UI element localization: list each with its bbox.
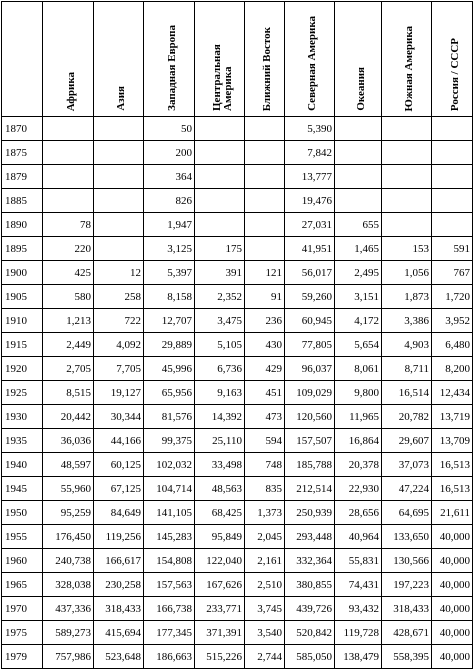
- value-cell-central-america: 391: [195, 261, 245, 285]
- value-cell-oceania: [335, 141, 382, 165]
- table-row: [2, 237, 473, 261]
- column-header-label: Южная Америка: [403, 25, 415, 111]
- value-cell-asia: [94, 189, 144, 213]
- year-cell: 1940: [2, 453, 43, 477]
- value-cell-russia-ussr: 13,709: [432, 429, 473, 453]
- table-row: [2, 285, 473, 309]
- value-cell-western-europe: 65,956: [144, 381, 195, 405]
- value-cell-oceania: 40,964: [335, 525, 382, 549]
- column-header-asia: [94, 2, 144, 117]
- value-cell-north-america: 157,507: [285, 429, 335, 453]
- column-header-label: Океания: [354, 67, 367, 111]
- value-cell-russia-ussr: 8,200: [432, 357, 473, 381]
- value-cell-north-america: 520,842: [285, 621, 335, 645]
- table-row: [2, 213, 473, 237]
- value-cell-africa: 757,986: [43, 645, 94, 669]
- value-cell-south-america: [382, 117, 432, 141]
- value-cell-central-america: 48,563: [195, 477, 245, 501]
- table-row: [2, 453, 473, 477]
- value-cell-africa: 240,738: [43, 549, 94, 573]
- value-cell-africa: 328,038: [43, 573, 94, 597]
- value-cell-south-america: [382, 141, 432, 165]
- value-cell-western-europe: 200: [144, 141, 195, 165]
- value-cell-north-america: 13,777: [285, 165, 335, 189]
- table-row: [2, 141, 473, 165]
- value-cell-africa: 48,597: [43, 453, 94, 477]
- value-cell-western-europe: 166,738: [144, 597, 195, 621]
- table-row: [2, 357, 473, 381]
- value-cell-western-europe: 141,105: [144, 501, 195, 525]
- year-cell: 1890: [2, 213, 43, 237]
- value-cell-asia: [94, 117, 144, 141]
- value-cell-south-america: 37,073: [382, 453, 432, 477]
- value-cell-north-america: 585,050: [285, 645, 335, 669]
- value-cell-middle-east: 236: [245, 309, 285, 333]
- value-cell-russia-ussr: [432, 165, 473, 189]
- value-cell-north-america: 59,260: [285, 285, 335, 309]
- column-header-central-america: [195, 2, 245, 117]
- value-cell-middle-east: 121: [245, 261, 285, 285]
- value-cell-oceania: 3,151: [335, 285, 382, 309]
- column-header-label: Центральная Америка: [210, 44, 234, 111]
- value-cell-russia-ussr: 3,952: [432, 309, 473, 333]
- value-cell-middle-east: 2,045: [245, 525, 285, 549]
- value-cell-asia: 84,649: [94, 501, 144, 525]
- year-cell: 1965: [2, 573, 43, 597]
- year-cell: 1950: [2, 501, 43, 525]
- column-header-label: Россия / СССР: [448, 37, 461, 111]
- value-cell-oceania: 138,479: [335, 645, 382, 669]
- year-cell: 1925: [2, 381, 43, 405]
- value-cell-russia-ussr: 21,611: [432, 501, 473, 525]
- column-header-north-america: [285, 2, 335, 117]
- value-cell-middle-east: [245, 141, 285, 165]
- value-cell-central-america: [195, 189, 245, 213]
- year-cell: 1895: [2, 237, 43, 261]
- value-cell-asia: 318,433: [94, 597, 144, 621]
- value-cell-central-america: 33,498: [195, 453, 245, 477]
- value-cell-asia: [94, 237, 144, 261]
- value-cell-oceania: 16,864: [335, 429, 382, 453]
- value-cell-western-europe: 1,947: [144, 213, 195, 237]
- value-cell-africa: 437,336: [43, 597, 94, 621]
- value-cell-western-europe: 3,125: [144, 237, 195, 261]
- value-cell-oceania: [335, 117, 382, 141]
- value-cell-western-europe: 154,808: [144, 549, 195, 573]
- table-row: [2, 405, 473, 429]
- value-cell-south-america: 558,395: [382, 645, 432, 669]
- value-cell-oceania: 55,831: [335, 549, 382, 573]
- value-cell-asia: 4,092: [94, 333, 144, 357]
- value-cell-north-america: 109,029: [285, 381, 335, 405]
- column-header-label: Азия: [115, 86, 127, 111]
- value-cell-south-america: 318,433: [382, 597, 432, 621]
- value-cell-oceania: 11,965: [335, 405, 382, 429]
- value-cell-south-america: 1,056: [382, 261, 432, 285]
- value-cell-oceania: 28,656: [335, 501, 382, 525]
- year-cell: 1879: [2, 165, 43, 189]
- column-header-label: Северная Америка: [306, 16, 318, 111]
- value-cell-asia: 166,617: [94, 549, 144, 573]
- value-cell-russia-ussr: [432, 213, 473, 237]
- value-cell-africa: [43, 141, 94, 165]
- value-cell-central-america: [195, 213, 245, 237]
- table-row: [2, 333, 473, 357]
- value-cell-oceania: 655: [335, 213, 382, 237]
- value-cell-oceania: 5,654: [335, 333, 382, 357]
- value-cell-south-america: [382, 165, 432, 189]
- value-cell-south-america: [382, 189, 432, 213]
- value-cell-western-europe: 8,158: [144, 285, 195, 309]
- value-cell-south-america: 3,386: [382, 309, 432, 333]
- value-cell-central-america: 14,392: [195, 405, 245, 429]
- value-cell-oceania: 22,930: [335, 477, 382, 501]
- value-cell-north-america: 5,390: [285, 117, 335, 141]
- value-cell-central-america: [195, 117, 245, 141]
- value-cell-russia-ussr: 40,000: [432, 549, 473, 573]
- table-header: [2, 2, 473, 117]
- value-cell-oceania: 20,378: [335, 453, 382, 477]
- value-cell-middle-east: 594: [245, 429, 285, 453]
- year-cell: 1900: [2, 261, 43, 285]
- value-cell-russia-ussr: 40,000: [432, 597, 473, 621]
- value-cell-middle-east: 1,373: [245, 501, 285, 525]
- value-cell-russia-ussr: [432, 141, 473, 165]
- value-cell-africa: [43, 189, 94, 213]
- value-cell-russia-ussr: 40,000: [432, 525, 473, 549]
- column-header-russia-ussr: [432, 2, 473, 117]
- table-row: [2, 501, 473, 525]
- value-cell-asia: 12: [94, 261, 144, 285]
- value-cell-russia-ussr: 16,513: [432, 453, 473, 477]
- value-cell-africa: 2,449: [43, 333, 94, 357]
- value-cell-russia-ussr: 12,434: [432, 381, 473, 405]
- value-cell-middle-east: 430: [245, 333, 285, 357]
- value-cell-central-america: 371,391: [195, 621, 245, 645]
- value-cell-western-europe: 145,283: [144, 525, 195, 549]
- column-header-africa: [43, 2, 94, 117]
- value-cell-russia-ussr: [432, 117, 473, 141]
- value-cell-russia-ussr: 40,000: [432, 573, 473, 597]
- table-row: [2, 549, 473, 573]
- value-cell-north-america: 60,945: [285, 309, 335, 333]
- year-cell: 1960: [2, 549, 43, 573]
- value-cell-oceania: 74,431: [335, 573, 382, 597]
- value-cell-asia: 19,127: [94, 381, 144, 405]
- value-cell-north-america: 439,726: [285, 597, 335, 621]
- column-header-south-america: [382, 2, 432, 117]
- value-cell-africa: 95,259: [43, 501, 94, 525]
- value-cell-south-america: 47,224: [382, 477, 432, 501]
- value-cell-western-europe: 12,707: [144, 309, 195, 333]
- year-cell: 1970: [2, 597, 43, 621]
- value-cell-north-america: 250,939: [285, 501, 335, 525]
- table-row: [2, 645, 473, 669]
- year-cell: 1875: [2, 141, 43, 165]
- value-cell-north-america: 27,031: [285, 213, 335, 237]
- value-cell-asia: [94, 141, 144, 165]
- value-cell-africa: [43, 165, 94, 189]
- year-cell: 1870: [2, 117, 43, 141]
- value-cell-central-america: 6,736: [195, 357, 245, 381]
- value-cell-africa: 8,515: [43, 381, 94, 405]
- value-cell-central-america: 122,040: [195, 549, 245, 573]
- value-cell-north-america: 96,037: [285, 357, 335, 381]
- value-cell-central-america: [195, 141, 245, 165]
- value-cell-western-europe: 5,397: [144, 261, 195, 285]
- value-cell-middle-east: 2,510: [245, 573, 285, 597]
- value-cell-middle-east: [245, 213, 285, 237]
- value-cell-central-america: 233,771: [195, 597, 245, 621]
- value-cell-central-america: 5,105: [195, 333, 245, 357]
- value-cell-north-america: 56,017: [285, 261, 335, 285]
- value-cell-middle-east: 835: [245, 477, 285, 501]
- value-cell-south-america: 29,607: [382, 429, 432, 453]
- value-cell-central-america: [195, 165, 245, 189]
- value-cell-western-europe: 102,032: [144, 453, 195, 477]
- value-cell-western-europe: 50: [144, 117, 195, 141]
- value-cell-western-europe: 29,889: [144, 333, 195, 357]
- value-cell-central-america: 2,352: [195, 285, 245, 309]
- value-cell-asia: 67,125: [94, 477, 144, 501]
- value-cell-middle-east: 3,745: [245, 597, 285, 621]
- value-cell-central-america: 515,226: [195, 645, 245, 669]
- column-header-year: [2, 2, 43, 117]
- value-cell-north-america: 212,514: [285, 477, 335, 501]
- year-cell: 1935: [2, 429, 43, 453]
- value-cell-russia-ussr: 16,513: [432, 477, 473, 501]
- value-cell-asia: 7,705: [94, 357, 144, 381]
- value-cell-western-europe: 157,563: [144, 573, 195, 597]
- value-cell-middle-east: 91: [245, 285, 285, 309]
- value-cell-oceania: [335, 165, 382, 189]
- value-cell-oceania: 4,172: [335, 309, 382, 333]
- value-cell-asia: 523,648: [94, 645, 144, 669]
- column-header-label: Западная Европа: [165, 25, 178, 111]
- value-cell-africa: 20,442: [43, 405, 94, 429]
- value-cell-north-america: 19,476: [285, 189, 335, 213]
- value-cell-western-europe: 177,345: [144, 621, 195, 645]
- year-cell: 1955: [2, 525, 43, 549]
- value-cell-south-america: 428,671: [382, 621, 432, 645]
- year-cell: 1975: [2, 621, 43, 645]
- year-cell: 1905: [2, 285, 43, 309]
- table-row: [2, 597, 473, 621]
- value-cell-asia: 415,694: [94, 621, 144, 645]
- value-cell-oceania: 2,495: [335, 261, 382, 285]
- value-cell-north-america: 120,560: [285, 405, 335, 429]
- value-cell-asia: 722: [94, 309, 144, 333]
- value-cell-middle-east: [245, 189, 285, 213]
- value-cell-south-america: 1,873: [382, 285, 432, 309]
- value-cell-oceania: 1,465: [335, 237, 382, 261]
- year-cell: 1915: [2, 333, 43, 357]
- value-cell-asia: [94, 213, 144, 237]
- column-header-oceania: [335, 2, 382, 117]
- value-cell-south-america: 153: [382, 237, 432, 261]
- table-row: [2, 573, 473, 597]
- table-row: [2, 381, 473, 405]
- value-cell-russia-ussr: 40,000: [432, 621, 473, 645]
- column-header-label: Ближний Восток: [261, 26, 273, 111]
- value-cell-russia-ussr: 40,000: [432, 645, 473, 669]
- year-cell: 1979: [2, 645, 43, 669]
- value-cell-middle-east: [245, 237, 285, 261]
- value-cell-middle-east: 451: [245, 381, 285, 405]
- table-row: [2, 429, 473, 453]
- value-cell-oceania: 119,728: [335, 621, 382, 645]
- value-cell-africa: 78: [43, 213, 94, 237]
- value-cell-south-america: 133,650: [382, 525, 432, 549]
- value-cell-north-america: 77,805: [285, 333, 335, 357]
- value-cell-oceania: 8,061: [335, 357, 382, 381]
- value-cell-asia: 258: [94, 285, 144, 309]
- value-cell-north-america: 293,448: [285, 525, 335, 549]
- value-cell-central-america: 25,110: [195, 429, 245, 453]
- value-cell-south-america: 20,782: [382, 405, 432, 429]
- value-cell-africa: 2,705: [43, 357, 94, 381]
- value-cell-south-america: 64,695: [382, 501, 432, 525]
- value-cell-africa: 55,960: [43, 477, 94, 501]
- value-cell-central-america: 175: [195, 237, 245, 261]
- value-cell-middle-east: 429: [245, 357, 285, 381]
- year-cell: 1930: [2, 405, 43, 429]
- value-cell-russia-ussr: [432, 189, 473, 213]
- value-cell-middle-east: 2,161: [245, 549, 285, 573]
- column-header-western-europe: [144, 2, 195, 117]
- value-cell-russia-ussr: 13,719: [432, 405, 473, 429]
- value-cell-middle-east: 473: [245, 405, 285, 429]
- value-cell-western-europe: 186,663: [144, 645, 195, 669]
- table-row: [2, 525, 473, 549]
- table-row: [2, 117, 473, 141]
- value-cell-south-america: 130,566: [382, 549, 432, 573]
- value-cell-central-america: 167,626: [195, 573, 245, 597]
- value-cell-south-america: 4,903: [382, 333, 432, 357]
- value-cell-asia: 30,344: [94, 405, 144, 429]
- value-cell-africa: [43, 117, 94, 141]
- value-cell-oceania: 9,800: [335, 381, 382, 405]
- year-cell: 1945: [2, 477, 43, 501]
- table-row: [2, 477, 473, 501]
- value-cell-russia-ussr: 1,720: [432, 285, 473, 309]
- value-cell-asia: [94, 165, 144, 189]
- value-cell-north-america: 332,364: [285, 549, 335, 573]
- table-row: [2, 165, 473, 189]
- table-body: [2, 117, 473, 669]
- value-cell-oceania: 93,432: [335, 597, 382, 621]
- value-cell-western-europe: 45,996: [144, 357, 195, 381]
- value-cell-africa: 589,273: [43, 621, 94, 645]
- value-cell-north-america: 41,951: [285, 237, 335, 261]
- value-cell-africa: 425: [43, 261, 94, 285]
- value-cell-central-america: 9,163: [195, 381, 245, 405]
- value-cell-central-america: 95,849: [195, 525, 245, 549]
- value-cell-western-europe: 826: [144, 189, 195, 213]
- value-cell-western-europe: 99,375: [144, 429, 195, 453]
- value-cell-north-america: 185,788: [285, 453, 335, 477]
- value-cell-russia-ussr: 591: [432, 237, 473, 261]
- column-header-middle-east: [245, 2, 285, 117]
- value-cell-africa: 220: [43, 237, 94, 261]
- value-cell-middle-east: 3,540: [245, 621, 285, 645]
- value-cell-africa: 36,036: [43, 429, 94, 453]
- table-row: [2, 189, 473, 213]
- value-cell-middle-east: [245, 165, 285, 189]
- value-cell-south-america: 8,711: [382, 357, 432, 381]
- value-cell-africa: 580: [43, 285, 94, 309]
- value-cell-asia: 60,125: [94, 453, 144, 477]
- table-row: [2, 621, 473, 645]
- value-cell-north-america: 7,842: [285, 141, 335, 165]
- value-cell-south-america: 16,514: [382, 381, 432, 405]
- value-cell-africa: 176,450: [43, 525, 94, 549]
- value-cell-middle-east: 2,744: [245, 645, 285, 669]
- header-row: [2, 2, 473, 117]
- value-cell-western-europe: 364: [144, 165, 195, 189]
- value-cell-asia: 119,256: [94, 525, 144, 549]
- value-cell-russia-ussr: 6,480: [432, 333, 473, 357]
- table-row: [2, 309, 473, 333]
- value-cell-middle-east: 748: [245, 453, 285, 477]
- value-cell-south-america: [382, 213, 432, 237]
- table-row: [2, 261, 473, 285]
- year-cell: 1910: [2, 309, 43, 333]
- value-cell-western-europe: 81,576: [144, 405, 195, 429]
- value-cell-central-america: 3,475: [195, 309, 245, 333]
- value-cell-oceania: [335, 189, 382, 213]
- year-cell: 1920: [2, 357, 43, 381]
- data-table: [1, 1, 473, 669]
- value-cell-western-europe: 104,714: [144, 477, 195, 501]
- year-cell: 1885: [2, 189, 43, 213]
- column-header-label: Африка: [64, 71, 77, 111]
- value-cell-middle-east: [245, 117, 285, 141]
- value-cell-asia: 230,258: [94, 573, 144, 597]
- value-cell-south-america: 197,223: [382, 573, 432, 597]
- value-cell-russia-ussr: 767: [432, 261, 473, 285]
- value-cell-north-america: 380,855: [285, 573, 335, 597]
- value-cell-asia: 44,166: [94, 429, 144, 453]
- value-cell-africa: 1,213: [43, 309, 94, 333]
- value-cell-central-america: 68,425: [195, 501, 245, 525]
